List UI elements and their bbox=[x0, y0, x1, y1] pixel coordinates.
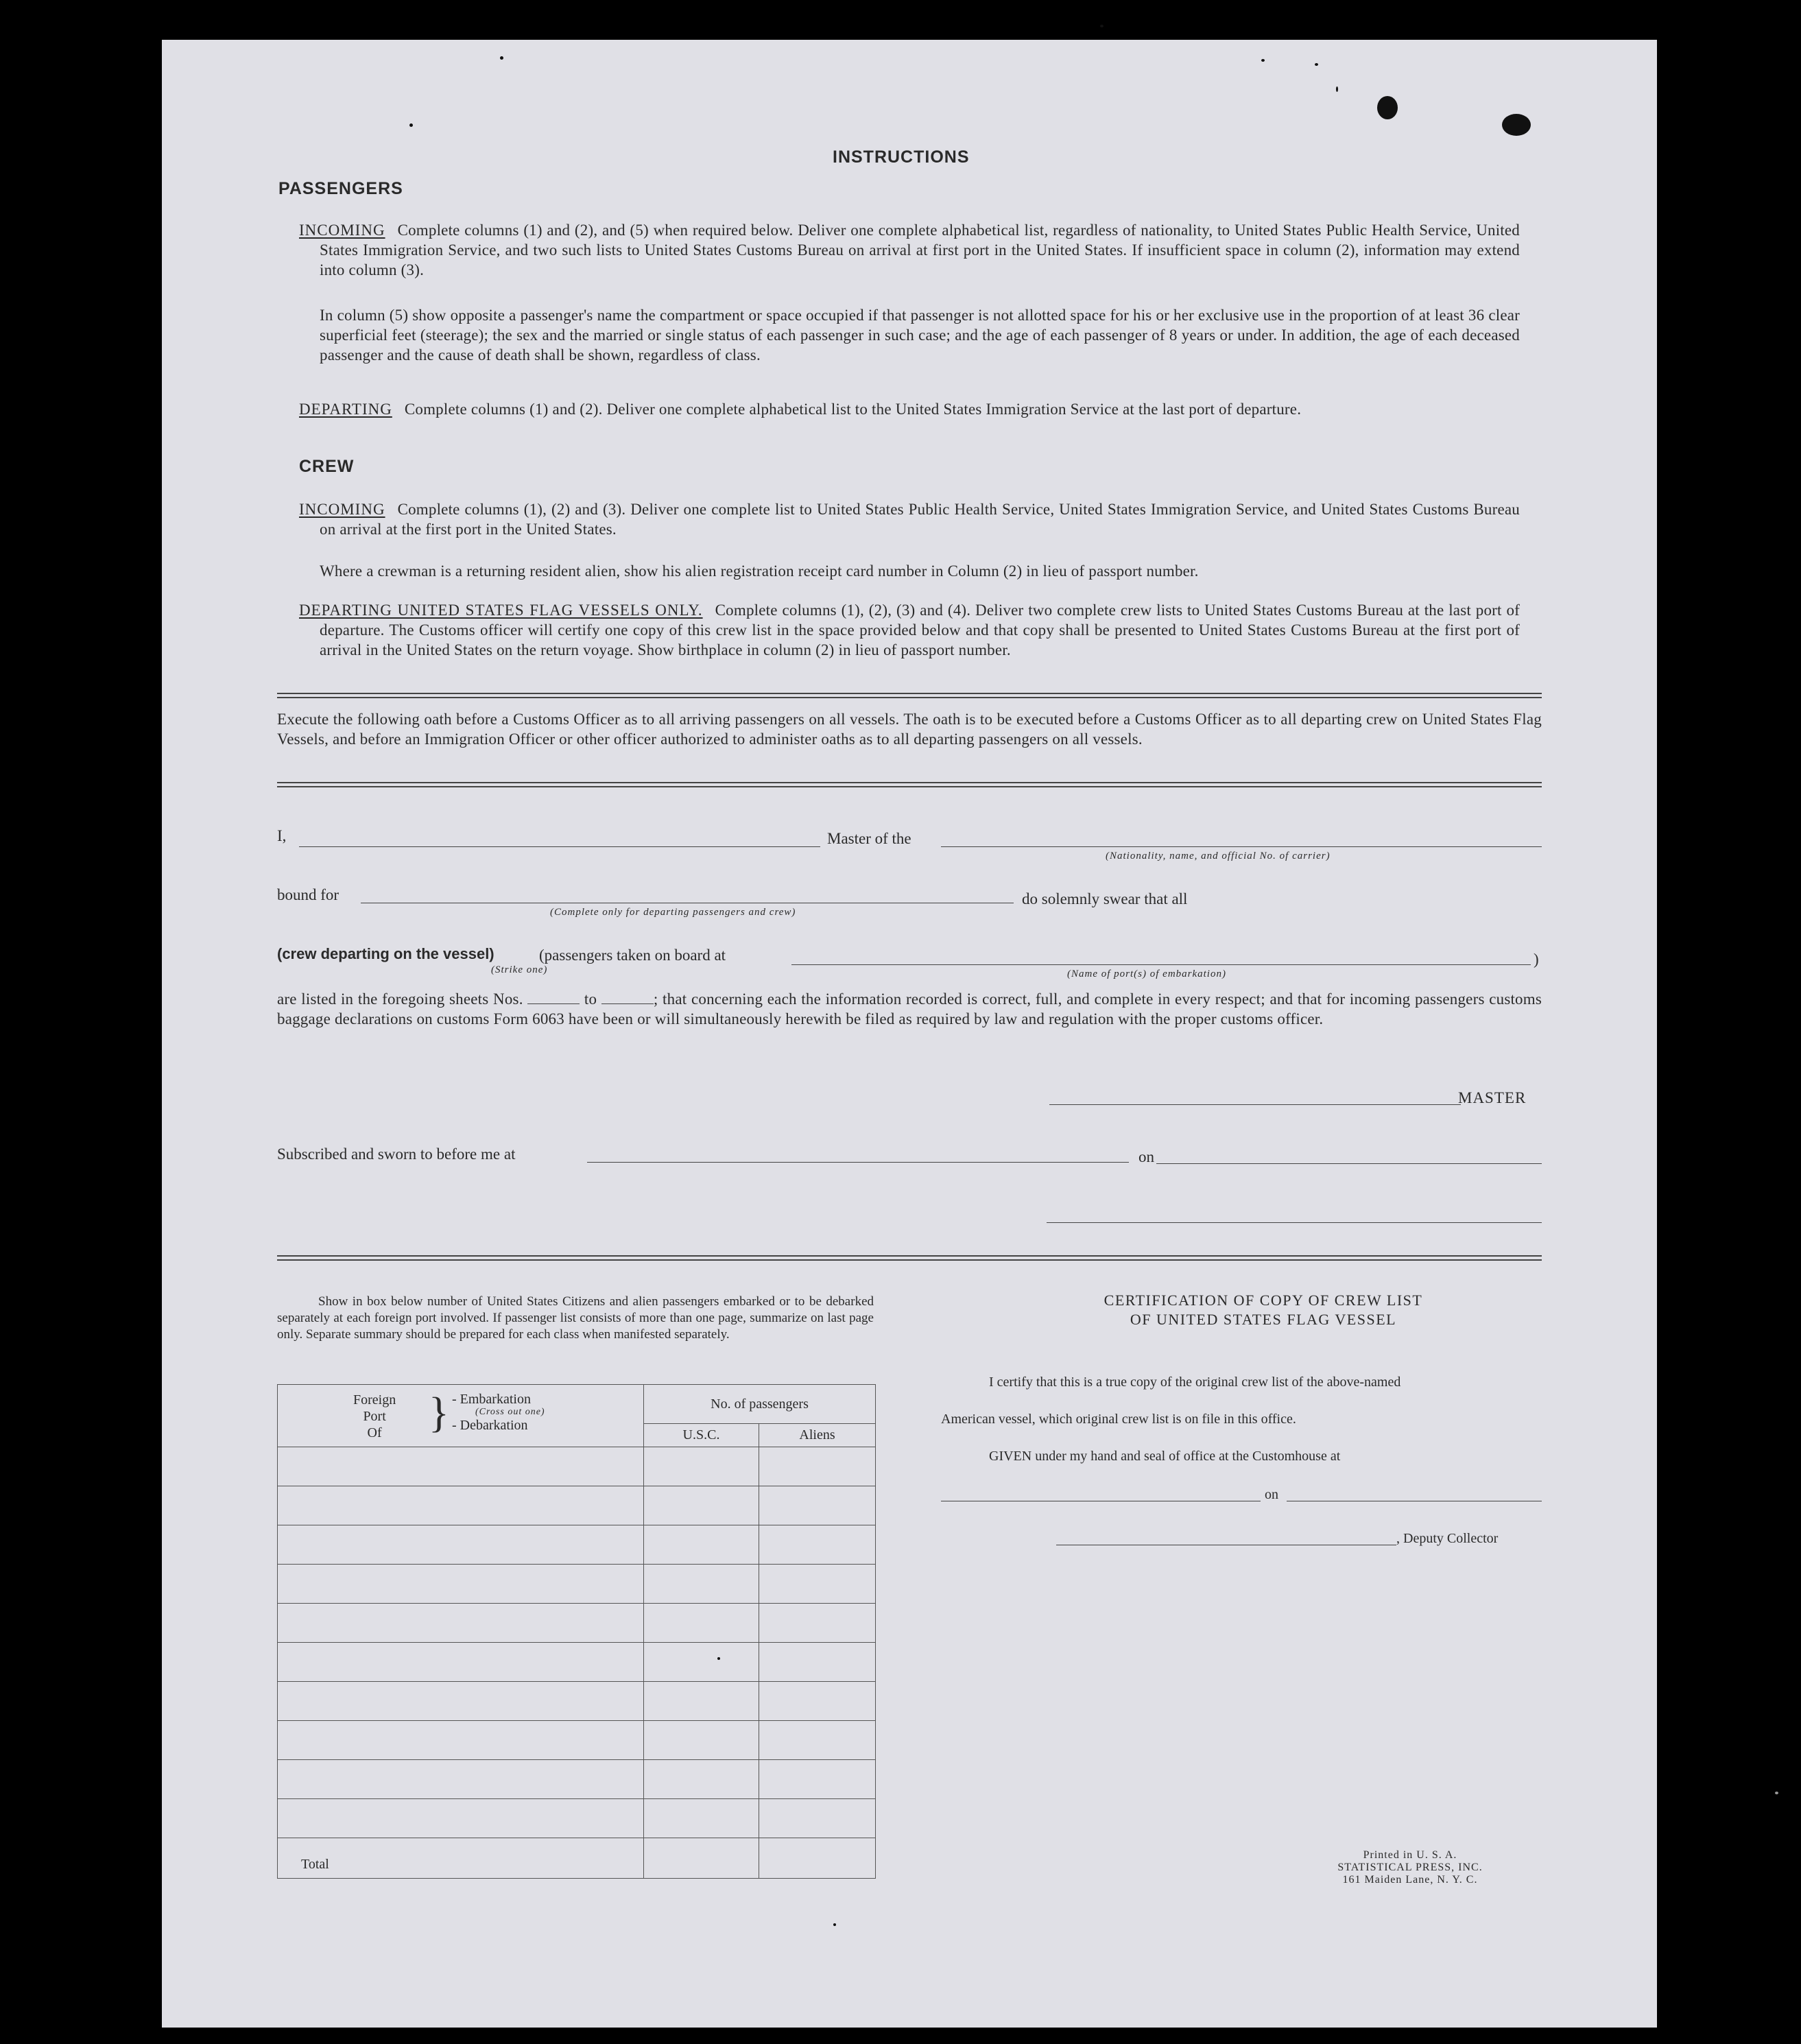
form-page bbox=[162, 40, 1657, 2028]
scan-speck bbox=[1261, 59, 1265, 62]
total-row bbox=[278, 1838, 876, 1879]
section-divider bbox=[277, 782, 1542, 787]
carrier-field[interactable] bbox=[941, 846, 1542, 847]
scan-speck bbox=[833, 1923, 836, 1926]
master-name-field[interactable] bbox=[299, 846, 820, 847]
strike-one-hint: (Strike one) bbox=[491, 964, 548, 975]
aliens-cell[interactable] bbox=[759, 1760, 876, 1799]
passenger-summary-table bbox=[277, 1384, 875, 1872]
table-row bbox=[278, 1565, 876, 1604]
debarkation-option[interactable]: - Debarkation bbox=[452, 1418, 528, 1433]
table-row bbox=[278, 1799, 876, 1838]
close-paren: ) bbox=[1534, 951, 1539, 968]
cross-out-hint: (Cross out one) bbox=[475, 1407, 545, 1417]
section-divider bbox=[277, 1255, 1542, 1261]
port-cell[interactable] bbox=[278, 1525, 644, 1565]
bound-for-label: bound for bbox=[277, 886, 339, 903]
officer-signature-field[interactable] bbox=[1047, 1222, 1542, 1223]
usc-cell[interactable] bbox=[644, 1799, 759, 1838]
brace-glyph: } bbox=[429, 1390, 449, 1436]
certify-line2: American vessel, which original crew list is on file in this office. bbox=[941, 1412, 1296, 1427]
passengers-heading: PASSENGERS bbox=[278, 179, 403, 198]
table-row bbox=[278, 1721, 876, 1760]
scan-speck bbox=[1336, 86, 1338, 92]
listed-pre: are listed in the foregoing sheets Nos. bbox=[277, 990, 523, 1008]
oath-intro: Execute the following oath before a Customs Officer as to all arriving passengers on all vessels. The oath is to be executed before a Customs Officer as to all departing crew on United States Flag Vessels, and before an Immigration Officer or other officer authorized to administer oaths as to all departing passengers on all vessels. bbox=[277, 711, 1542, 748]
crew-resident-paragraph: Where a crewman is a returning resident alien, show his alien registration receipt card number in Column (2) in lieu of passport number. bbox=[320, 562, 1199, 580]
table-row bbox=[278, 1604, 876, 1643]
carrier-hint: (Nationality, name, and official No. of carrier) bbox=[1106, 851, 1331, 861]
table-row bbox=[278, 1643, 876, 1682]
scan-speck bbox=[1775, 1792, 1778, 1794]
scan-speck bbox=[409, 123, 413, 127]
usc-cell[interactable] bbox=[644, 1447, 759, 1486]
crew-departing-paragraph bbox=[299, 600, 1520, 660]
port-cell[interactable] bbox=[278, 1643, 644, 1682]
total-aliens-cell[interactable] bbox=[759, 1838, 876, 1879]
printer-line2: STATISTICAL PRESS, INC. bbox=[1337, 1862, 1483, 1873]
passengers-departing-lead: DEPARTING bbox=[299, 401, 392, 418]
scan-speck bbox=[500, 56, 503, 60]
subscribed-on-label: on bbox=[1138, 1148, 1154, 1165]
crew-heading: CREW bbox=[299, 457, 355, 476]
embarkation-option[interactable]: - Embarkation bbox=[452, 1392, 531, 1407]
usc-cell[interactable] bbox=[644, 1525, 759, 1565]
table-row bbox=[278, 1486, 876, 1525]
sheet-to-field[interactable] bbox=[601, 991, 654, 1004]
passengers-departing-text: Complete columns (1) and (2). Deliver one complete alphabetical list to the United States Immigration Service at the last port of departure. bbox=[404, 401, 1302, 418]
punch-hole bbox=[1377, 96, 1398, 119]
oath-i-label: I, bbox=[277, 827, 287, 844]
total-usc-cell[interactable] bbox=[644, 1838, 759, 1879]
passengers-incoming-lead: INCOMING bbox=[299, 222, 385, 239]
master-signature-field[interactable] bbox=[1049, 1104, 1461, 1105]
aliens-cell[interactable] bbox=[759, 1525, 876, 1565]
usc-cell[interactable] bbox=[644, 1643, 759, 1682]
passengers-taken-option[interactable]: (passengers taken on board at bbox=[539, 947, 726, 964]
aliens-cell[interactable] bbox=[759, 1604, 876, 1643]
port-label: Port bbox=[363, 1409, 386, 1424]
aliens-cell[interactable] bbox=[759, 1721, 876, 1760]
ports-hint: (Name of port(s) of embarkation) bbox=[1067, 968, 1226, 979]
scan-speck bbox=[1315, 63, 1318, 66]
subscribed-label: Subscribed and sworn to before me at bbox=[277, 1145, 516, 1163]
section-divider bbox=[277, 693, 1542, 698]
certify-line1: I certify that this is a true copy of the original crew list of the above-named bbox=[989, 1375, 1401, 1390]
foreign-port-header bbox=[278, 1385, 644, 1447]
usc-header: U.S.C. bbox=[644, 1424, 759, 1447]
usc-cell[interactable] bbox=[644, 1565, 759, 1604]
aliens-cell[interactable] bbox=[759, 1565, 876, 1604]
certification-on-label: on bbox=[1265, 1487, 1278, 1502]
of-label: Of bbox=[367, 1425, 382, 1440]
crew-departing-text: Complete columns (1), (2), (3) and (4). Deliver two complete crew lists to United States Customs Bureau at the last port of departure. The Customs officer will certify one copy of this crew list in the space provided below and that copy shall be presented to United States Customs Bureau at the first port of arrival in the United States on the return voyage. Show birthplace in column (2) in lieu of passport number. bbox=[320, 602, 1520, 658]
listed-paragraph bbox=[277, 989, 1542, 1029]
swear-label: do solemnly swear that all bbox=[1022, 890, 1188, 907]
aliens-cell[interactable] bbox=[759, 1486, 876, 1525]
crew-departing-lead: DEPARTING UNITED STATES FLAG VESSELS ONLY. bbox=[299, 602, 703, 619]
port-cell[interactable] bbox=[278, 1565, 644, 1604]
table-row bbox=[278, 1525, 876, 1565]
aliens-cell[interactable] bbox=[759, 1799, 876, 1838]
usc-cell[interactable] bbox=[644, 1682, 759, 1721]
crew-incoming-paragraph bbox=[299, 499, 1520, 539]
port-cell[interactable] bbox=[278, 1799, 644, 1838]
deputy-collector-label: , Deputy Collector bbox=[1396, 1531, 1499, 1546]
passengers-incoming-paragraph bbox=[299, 220, 1520, 280]
port-cell[interactable] bbox=[278, 1604, 644, 1643]
port-cell[interactable] bbox=[278, 1447, 644, 1486]
departing-hint: (Complete only for departing passengers and crew) bbox=[550, 907, 796, 918]
instructions-title: INSTRUCTIONS bbox=[833, 147, 970, 167]
certification-title-line1: CERTIFICATION OF COPY OF CREW LIST bbox=[1104, 1292, 1423, 1309]
crew-incoming-text: Complete columns (1), (2) and (3). Deliver one complete list to United States Public Health Service, United States Immigration Service, and United States Customs Bureau on arrival at the first port in the United States. bbox=[320, 501, 1520, 538]
printer-line1: Printed in U. S. A. bbox=[1363, 1849, 1457, 1861]
usc-cell[interactable] bbox=[644, 1760, 759, 1799]
embarkation-ports-field[interactable] bbox=[791, 964, 1531, 965]
printer-imprint bbox=[1321, 1849, 1499, 1886]
listed-to: to bbox=[584, 990, 597, 1008]
port-cell[interactable] bbox=[278, 1760, 644, 1799]
crew-incoming-lead: INCOMING bbox=[299, 501, 385, 518]
scan-speck bbox=[1100, 25, 1104, 27]
usc-cell[interactable] bbox=[644, 1604, 759, 1643]
no-passengers-header: No. of passengers bbox=[644, 1385, 876, 1424]
aliens-header: Aliens bbox=[759, 1424, 876, 1447]
master-label: MASTER bbox=[1458, 1089, 1527, 1106]
punch-hole bbox=[1502, 114, 1531, 136]
port-cell[interactable] bbox=[278, 1486, 644, 1525]
certification-title-line2: OF UNITED STATES FLAG VESSEL bbox=[1130, 1311, 1397, 1328]
sheet-from-field[interactable] bbox=[527, 991, 580, 1004]
passengers-departing-paragraph bbox=[299, 399, 1520, 419]
table-row bbox=[278, 1682, 876, 1721]
scan-speck bbox=[717, 1657, 720, 1660]
table-row bbox=[278, 1760, 876, 1799]
given-line: GIVEN under my hand and seal of office at the Customhouse at bbox=[989, 1449, 1341, 1464]
master-of-the-label: Master of the bbox=[827, 830, 911, 847]
passengers-incoming-text: Complete columns (1) and (2), and (5) when required below. Deliver one complete alphabetical list, regardless of nationality, to United States Public Health Service, United States Immigration Service, and two such lists to United States Customs Bureau on arrival at first port in the United States. If insufficient space in column (2), information may extend into column (3). bbox=[320, 222, 1520, 278]
certification-title bbox=[1051, 1291, 1476, 1329]
usc-cell[interactable] bbox=[644, 1486, 759, 1525]
total-label: Total bbox=[278, 1838, 644, 1879]
table-row bbox=[278, 1447, 876, 1486]
subscribed-date-field[interactable] bbox=[1156, 1163, 1542, 1164]
port-cell[interactable] bbox=[278, 1682, 644, 1721]
crew-departing-option[interactable]: (crew departing on the vessel) bbox=[277, 945, 494, 962]
foreign-label: Foreign bbox=[353, 1392, 396, 1407]
port-cell[interactable] bbox=[278, 1721, 644, 1760]
subscribed-place-field[interactable] bbox=[587, 1162, 1129, 1163]
listed-rest: ; that concerning each the information recorded is correct, full, and complete in every respect; and that for incoming passengers customs baggage declarations on customs Form 6063 have been or will simultaneously herewith be filed as required by law and regulation with the proper customs officer. bbox=[277, 990, 1542, 1027]
aliens-cell[interactable] bbox=[759, 1682, 876, 1721]
aliens-cell[interactable] bbox=[759, 1447, 876, 1486]
summary-note: Show in box below number of United States Citizens and alien passengers embarked or to be debarked separately at each foreign port involved. If passenger list consists of more than one page, summarize on last page only. Separate summary should be prepared for each class when manifested separately. bbox=[277, 1294, 874, 1342]
aliens-cell[interactable] bbox=[759, 1643, 876, 1682]
column5-paragraph: In column (5) show opposite a passenger's name the compartment or space occupied if that passenger is not allotted space for his or her exclusive use in the proportion of at least 36 clear superficial feet (steerage); the sex and the married or single status of each passenger in such case; and the age of each passenger of 8 years or under. In addition, the age of each deceased passenger and the cause of death shall be shown, regardless of class. bbox=[320, 307, 1520, 364]
printer-line3: 161 Maiden Lane, N. Y. C. bbox=[1342, 1874, 1478, 1886]
usc-cell[interactable] bbox=[644, 1721, 759, 1760]
